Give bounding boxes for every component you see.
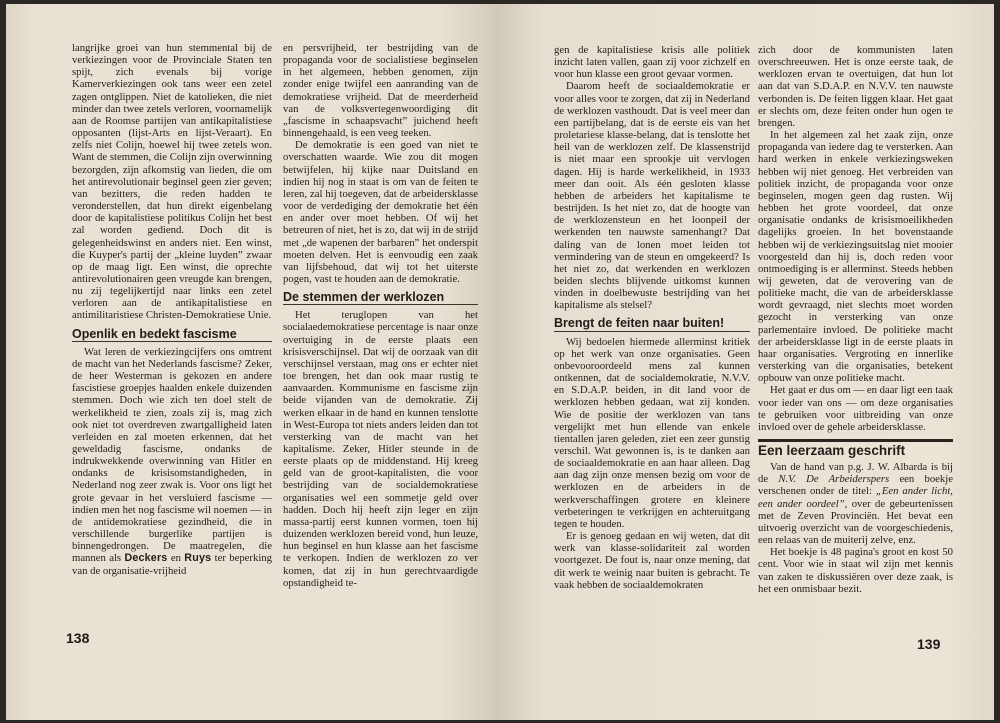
section-heading: Openlik en bedekt fascisme	[72, 328, 272, 342]
page-number: 138	[66, 630, 90, 646]
paragraph: De demokratie is een goed van niet te overschatten waarde. Wie zou dit mogen betwijfelen, hij kijke naar Duitsland en indien hij nog in staat is om van de feiten te leren, zal hij toegeven, dat de arbeidersklasse voor de verdediging der demokratie het één en ander over moet hebben. Of wij het betreuren of niet, het is zo, dat wij in de strijd met „de wapenen der barbaren” het onderspit moeten delven. Het is eenvoudig een zaak van lijfsbehoud, dat wij tot het uiterste pogen, vast te houden aan de demokratie.	[283, 139, 478, 285]
paragraph: Daarom heeft de sociaaldemokratie er voor alles voor te zorgen, dat zij in Nederland de werklozen vasthoudt. Dat is veel meer dan een partijbelang, dat is de eerste eis van het proletariese klasse-belang, dat is tenslotte het heil van de werklozen zelf. De klassenstrijd is niet maar een sprookje uit vervlogen dagen. Hij is harde werkelikheid, in 1933 meer dan ooit. Als één gesloten klasse hebben de arbeiders het kapitalisme te bestrijden. Is het niet zo, dat de hoogte van de werklozensteun en het loonpeil der werkenden ten nauwste samenhangt? Dat daling van de lonen moet leiden tot vermindering van de steun en omgekeerd? Is het niet zo, dat werkenden en werklozen beiden slechts blijvende uitkomst kunnen vinden in doelbewuste bestrijding van het kapitalisme als stelsel?	[554, 80, 750, 312]
section-heading: Een leerzaam geschrift	[758, 439, 953, 457]
paragraph: In het algemeen zal het zaak zijn, onze propaganda van iedere dag te versterken. Aan hard werken in enkele verkiezingsweken hebben wij niet genoeg. Het verbreiden van politiek inzicht, de propaganda voor onze beginselen, mogen geen dag rusten. Wij hebben het grote voordeel, dat onze organisatie ondanks de krisismoeilikheden dagelijks groeien. In het bovenstaande hebben wij de verkiezingsuitslag niet mooier voorgesteld dan hij is, doch reden voor ontmoediging is er allerminst. Steeds hebben wij geweten, dat de verovering van de politieke macht, die van de arbeidersklasse wordt gevraagd, niet slechts moet worden gezocht in versterking van onze parlementaire invloed. De politieke macht der arbeidersklasse ligt in de eerste plaats in haar organisaties. Vergroting en innerlike versterking van die organisaties, betekent opbouw van onze politieke macht.	[758, 129, 953, 385]
paragraph: langrijke groei van hun stemmental bij de verkiezingen voor de Provinciale Staten ten spijt, zich evenals bij vorige Kamerverkiezingen ook tans weer een zetel zagen ontglippen. Niet de katolieken, die niet minder dan twee zetels verloren, voornamelijk aan de Roomse partijen van antikapitalistiese opposanten (lijst-Arts en lijst-Veraart). En zelfs niet Colijn, hoewel hij twee zetels won. Want de stemmen, die Colijn zijn overwinning bezorgden, zijn afkomstig van lieden, die om het antirevolutionair beginsel geen zier geven; van bezitters, die reden hadden te veronderstellen, dat hun direkt eigenbelang door de kapitalistiese politikus Colijn het best zal worden gediend. Doch dit is gelegenheidswinst en anders niet. Een winst, die Kuyper's partij der „kleine luyden” zwaar op de maag ligt. Een winst, die oprechte antirevolutionairen geen vreugde kan brengen, nu zij tegelijkertijd naar links een zetel verloren aan de antikapitalistiese en antimilitaristiese Christen-Demokratiese Unie.	[72, 42, 272, 322]
paragraph: Het boekje is 48 pagina's groot en kost 50 cent. Voor wie in staat wil zijn met kennis van zaken te diskussiëren over deze zaak, is het een onmisbaar bezit.	[758, 546, 953, 595]
left-column-1	[72, 42, 272, 577]
left-page	[6, 4, 496, 720]
paragraph: Wat leren de verkiezingcijfers ons omtrent de macht van het Nederlands fascisme? Zeker, de heer Westerman is gekozen en andere fascistiese groepjes haalden enkele duizenden stemmen. Doch wie zich ten doel stelt de werkelikheid te zien, zoals zij is, mag zich ook niet tot overdreven zwartgalligheid laten verleiden en zal moeten erkennen, dat het geweldadig fascisme, ondanks de indrukwekkende overwinning van Hitler en ondanks de krisisomstandigheden, in Nederland nog zeer zwak is. Voor ons ligt het grote gevaar in het versluierd fascisme — indien men het nog fascisme wil noemen — in de antidemokratiese gezindheid, die in verschillende burgerlike partijen is binnengedrongen. De maatregelen, die mannen als Deckers en Ruys ter beperking van de organisatie-vrijheid	[72, 345, 272, 577]
left-column-2	[283, 42, 478, 589]
right-column-2	[758, 44, 953, 595]
paragraph: zich door de kommunisten laten overschreeuwen. Het is onze eerste taak, de werklozen ervan te overtuigen, dat hun lot aan dat van S.D.A.P. en N.V.V. ten nauwste verbonden is. De feiten liggen klaar. Het gaat er slechts om, deze feiten onder hun ogen te brengen.	[758, 44, 953, 129]
paragraph: Het gaat er dus om — en daar ligt een taak voor ieder van ons — om deze organisaties te gebruiken voor uitbreiding van onze invloed over de gehele arbeidersklasse.	[758, 384, 953, 433]
paragraph: Het teruglopen van het socialaedemokratiese percentage is naar onze overtuiging in de eerste plaats een krisisverschijnsel. Dat wij de oorzaak van dit verschijnsel verstaan, mag ons er echter niet toe brengen, het dan ook maar rustig te aanvaarden. Kommunisme en fascisme zijn beide vijanden van de demokratie. Zij werken elkaar in de hand en kunnen tenslotte in West-Europa tot niets anders leiden dan tot versterking van de macht van het kapitalisme. Zeker, Hitler steunde in de eerste plaats op de middenstand. Hij kreeg geld van de groot-kapitalisten, die voor bestrijding van de socialdemokratiese organisaties wel een sommetje geld over hadden. Doch hij heeft zijn leger en zijn massa-partij eerst kunnen vormen, toen hij duizenden werklozen bereid vond, hun leuze, hun beginsel en hun klasse aan het fascisme te verkopen. Indien de werklozen zo ver komen, dat zij in hun gerechtvaardigde opstandigheid te-	[283, 309, 478, 589]
paragraph: en persvrijheid, ter bestrijding van de propaganda voor de socialistiese beginselen in het algemeen, hebben genomen, zijn zonder enige twijfel een aanranding van de demokratiese vrijheid. Dat de meerderheid van de volksvertegenwoordiging dit „fascisme in schaapsvacht” juichend heeft binnengehaald, is een veeg teeken.	[283, 42, 478, 140]
paragraph: Van de hand van p.g. J. W. Albarda is bij de N.V. De Arbeiderspers een boekje verschenen onder de titel: „Een ander licht, een ander oordeel”, over de gebeurtenissen met de Zeven Provinciën. Het bevat een uitvoerig overzicht van de voorgeschiedenis, een relaas van de muiterij zelve, enz.	[758, 461, 953, 547]
section-heading: Brengt de feiten naar buiten!	[554, 317, 750, 331]
paragraph: Wij bedoelen hiermede allerminst kritiek op het werk van onze organisaties. Geen onbevooroordeeld mens zal kunnen ontkennen, dat de socialdemokratie, N.V.V. en S.D.A.P. beiden, in dit land voor de werklozen hebben gedaan, wat zij konden. Wie de positie der werklozen van tans vergelijkt met hun ellende van enkele tientallen jaren geleden, ziet een zeer gunstig verschil. Wat gewonnen is, is te danken aan de sociaaldemokratie en aan haar alleen. Dag aan dag zijn onze mensen bezig om voor de werklozen en de arbeiders in de werkverschaffingen grotere en kleinere verbeteringen te verkrijgen en achteruitgang tegen te houden.	[554, 335, 750, 530]
right-page	[496, 4, 994, 720]
right-column-1	[554, 44, 750, 591]
page-number: 139	[917, 636, 941, 652]
paragraph: Er is genoeg gedaan en wij weten, dat dit werk van klasse-solidariteit zal worden voortgezet. De fout is, naar onze mening, dat dit werk te weinig naar buiten is gebracht. Te vaak hebben de sociaaldemokraten	[554, 530, 750, 591]
book-spread	[6, 4, 994, 720]
section-heading: De stemmen der werklozen	[283, 291, 478, 305]
paragraph: gen de kapitalistiese krisis alle politiek inzicht laten vallen, gaan zij voor zichzelf en voor hun klasse een groot gevaar vormen.	[554, 44, 750, 81]
